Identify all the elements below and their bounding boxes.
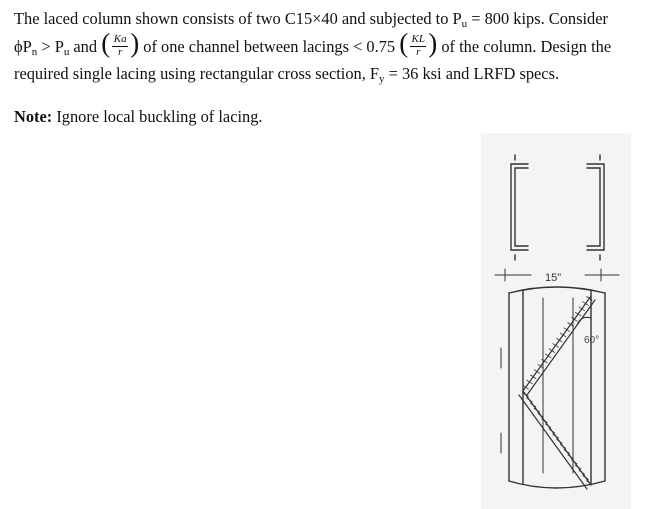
lacing-hatch-mark [560,333,566,337]
pu-subscript: u [461,18,468,30]
lacing-hatch-mark [579,307,585,311]
gt-pu-text: > P [37,36,64,56]
line3-text-c: = 36 ksi and LRFD specs. [384,64,560,83]
line1-text-a: The laced column shown consists of two C15×40 and subjected to P [14,9,462,28]
line3-text-a: required single lacing using rectangular cross section, F [14,64,380,83]
and-text: and [69,36,102,56]
lacing-hatch-mark [560,444,566,448]
lacing-hatch-mark [549,429,555,433]
design-text: of the column. Design the [437,36,612,56]
lacing-hatch-mark [553,343,559,347]
note-text: Ignore local buckling of lacing. [52,107,263,126]
lacing-hatch-mark [553,434,559,438]
lacing-hatch-mark [534,408,540,412]
ka-over-r-fraction: ( Ka r ) [101,27,140,58]
frac2-denominator: r [416,45,421,58]
lacings-text: of one channel between lacings < 0.75 [139,36,400,56]
lacing-hatch-mark [549,349,555,353]
lacing-hatch-mark [545,424,551,428]
lacing-hatch-mark [583,302,589,306]
note-label: Note: [14,107,53,126]
lacing-hatch-mark [556,439,562,443]
laced-column-sketch [481,133,631,509]
lacing-hatch-mark [579,470,585,474]
problem-line-1 [14,5,654,33]
lacing-hatching [523,296,593,484]
lacing-hatch-mark [534,370,540,374]
lacing-hatch-mark [541,359,547,363]
lacing-hatch-mark [526,380,532,384]
right-channel-section [587,155,604,260]
lacing-hatch-mark [530,375,536,379]
pn-subscript: n [31,45,38,58]
fy-subscript: y [379,73,385,85]
lacing-hatch-mark [564,450,570,454]
dimension-label: 15" [545,272,562,284]
lacing-hatch-mark [545,354,551,358]
phi-pn-text: ϕP [14,36,32,56]
lacing-hatch-mark [526,398,532,402]
line1-text-c: = 800 kips. Consider [467,9,608,28]
frac1-numerator: Ka [113,32,127,45]
lacing-hatch-mark [556,338,562,342]
kl-over-r-fraction: ( KL r ) [399,27,438,58]
left-channel-section [511,155,528,260]
problem-line-3 [14,60,654,88]
note [14,107,263,127]
angle-arc [577,317,591,325]
lacing-hatch-mark [575,465,581,469]
lacing-hatch-mark [571,317,577,321]
lacing-hatch-mark [583,475,589,479]
lacing-bars [519,296,595,489]
angle-label: 60° [584,335,600,346]
pu-subscript-2: u [63,45,70,58]
frac2-numerator: KL [411,32,425,45]
problem-statement [14,5,654,88]
frac1-denominator: r [118,45,123,58]
lacing-hatch-mark [564,328,570,332]
lacing-hatch-mark [530,403,536,407]
problem-line-2 [14,27,654,61]
laced-column-drawing [481,133,631,509]
lacing-hatch-mark [575,312,581,316]
lacing-hatch-mark [571,460,577,464]
lacing-hatch-mark [541,419,547,423]
